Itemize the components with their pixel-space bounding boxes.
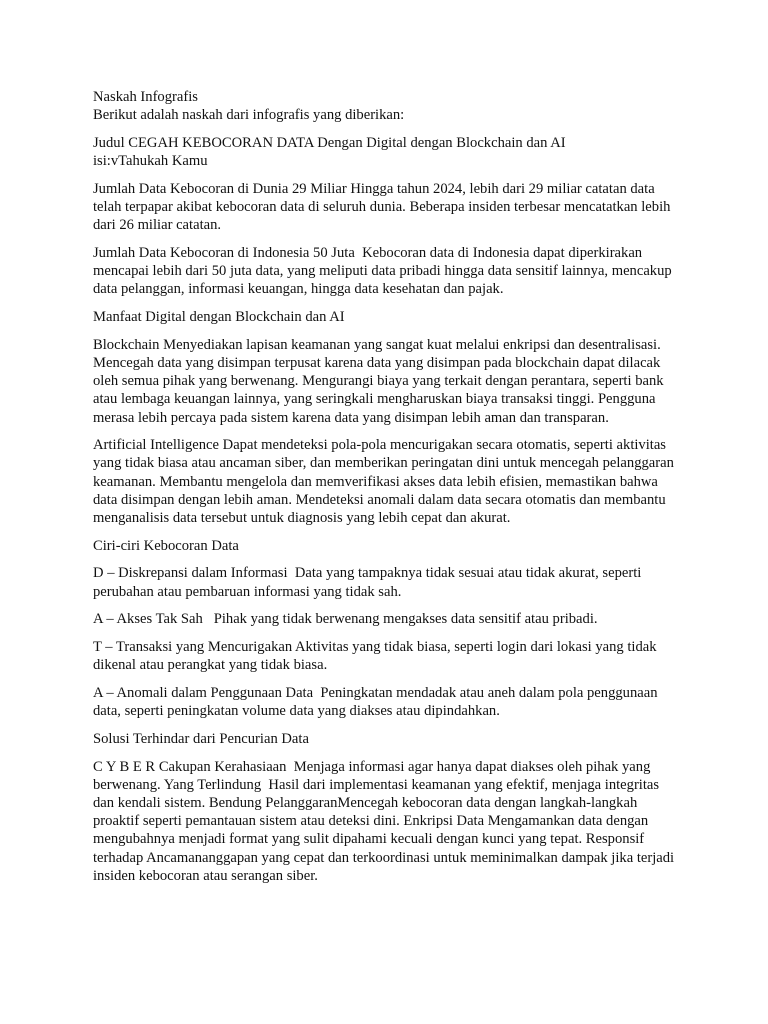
section-heading-benefit: Manfaat Digital dengan Blockchain dan AI bbox=[93, 309, 345, 326]
trait-a-access: A – Akses Tak Sah Pihak yang tidak berwenang mengakses data sensitif atau pribadi. bbox=[93, 611, 598, 628]
document-page bbox=[93, 88, 683, 895]
paragraph-indonesia-leak: Jumlah Data Kebocoran di Indonesia 50 Juta Kebocoran data di Indonesia dapat diperkirakan mencapai lebih dari 50 juta data, yang meliputi data pribadi hingga data sensitif lainnya, mencakup data pelanggan, informasi keuangan, hingga data kesehatan dan pajak. bbox=[93, 244, 676, 298]
paragraph-cyber: C Y B E R Cakupan Kerahasiaan Menjaga informasi agar hanya dapat diakses oleh pihak yang berwenang. Yang Terlindung Hasil dari implementasi keamanan yang efektif, menjaga integritas dan kendali sistem. Bendung PelanggaranMencegah kebocoran data dengan langkah-langkah proaktif seperti pemantauan sistem atau deteksi dini. Enkripsi Data Mengamankan data dengan mengubahnya menjadi format yang sulit dipahami kecuali dengan kunci yang tepat. Responsif terhadap Ancamananggapan yang cepat dan terkoordinasi untuk meminimalkan dampak jika terjadi insiden kebocoran atau serangan siber. bbox=[93, 758, 678, 884]
section-heading-solution: Solusi Terhindar dari Pencurian Data bbox=[93, 730, 309, 747]
paragraph-ai: Artificial Intelligence Dapat mendeteksi pola-pola mencurigakan secara otomatis, seperti aktivitas yang tidak biasa atau ancaman siber, dan memberikan peringatan dini untuk mencegah pelanggaran keamanan. Membantu mengelola dan memverifikasi akses data lebih efisien, memastikan bahwa data disimpan dengan lebih aman. Mendeteksi anomali dalam data secara otomatis dan membantu menganalisis data tersebut untuk diagnosis yang lebih cepat dan akurat. bbox=[93, 437, 678, 527]
paragraph-world-leak: Jumlah Data Kebocoran di Dunia 29 Miliar Hingga tahun 2024, lebih dari 29 miliar catatan data telah terpapar akibat kebocoran data di seluruh dunia. Beberapa insiden terbesar mencatatkan lebih dari 26 miliar catatan. bbox=[93, 180, 675, 234]
trait-t: T – Transaksi yang Mencurigakan Aktivitas yang tidak biasa, seperti login dari lokasi yang tidak dikenal atau perangkat yang tidak biasa. bbox=[93, 639, 661, 674]
document-title bbox=[93, 134, 683, 170]
trait-a-anomaly: A – Anomali dalam Penggunaan Data Peningkatan mendadak atau aneh dalam pola penggunaan data, seperti peningkatan volume data yang diakses atau dipindahkan. bbox=[93, 684, 662, 720]
trait-d: D – Diskrepansi dalam Informasi Data yang tampaknya tidak sesuai atau tidak akurat, seperti perubahan atau pembaruan informasi yang tidak sah. bbox=[93, 565, 645, 600]
paragraph-blockchain: Blockchain Menyediakan lapisan keamanan yang sangat kuat melalui enkripsi dan desentralisasi. Mencegah data yang disimpan terpusat karena data yang disimpan pada blockchain dapat dilacak oleh semua pihak yang berwenang. Mengurangi biaya yang terkait dengan perantara, seperti bank atau lembaga keuangan lainnya, yang seringkali mengharuskan biaya transaksi tinggi. Pengguna merasa lebih percaya pada sistem karena data yang disimpan lebih aman dan transparan. bbox=[93, 336, 668, 426]
document-heading: Naskah Infografis bbox=[93, 89, 198, 105]
title-subline: isi:vTahukah Kamu bbox=[93, 153, 208, 170]
section-heading-traits: Ciri-ciri Kebocoran Data bbox=[93, 537, 239, 554]
document-intro: Berikut adalah naskah dari infografis yang diberikan: bbox=[93, 107, 405, 124]
title-line: Judul CEGAH KEBOCORAN DATA Dengan Digital dengan Blockchain dan AI bbox=[93, 134, 566, 151]
